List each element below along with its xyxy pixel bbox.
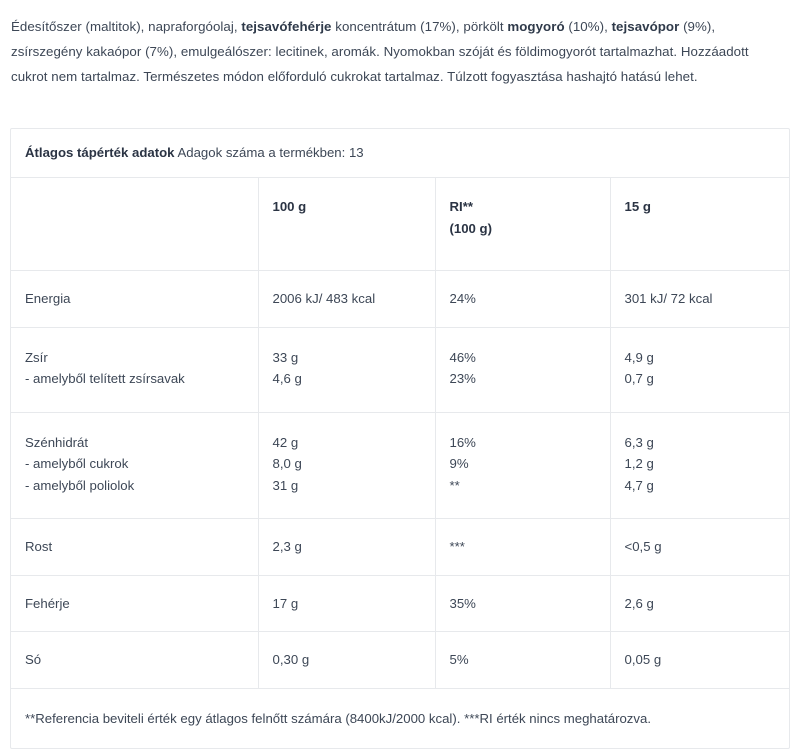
ingredient-allergen-3: mogyoró (507, 19, 565, 34)
value-per-serving: 2,6 g (624, 595, 654, 611)
nutrient-name: Rost (25, 539, 53, 554)
ingredient-allergen-5: tejsavópor (611, 19, 680, 34)
table-body (11, 271, 789, 749)
value-per-serving-cell (610, 412, 789, 519)
nutrition-table-card (10, 128, 790, 749)
nutrient-subname-2: - amelyből poliolok (25, 477, 135, 493)
value-per-serving-cell (610, 271, 789, 328)
value-per-100g: 17 g (272, 595, 299, 611)
value-ri: *** (449, 539, 465, 554)
nutrient-name: Energia (25, 291, 71, 306)
value-per-100g: 0,30 g (272, 652, 310, 667)
column-header-ri (435, 178, 610, 271)
value-per-100g: 2,3 g (272, 539, 302, 554)
table-row (11, 412, 789, 519)
ingredient-allergen-1: tejsavófehérje (241, 19, 332, 34)
nutrient-name: Só (25, 652, 42, 667)
value-ri-cell (435, 412, 610, 519)
value-per-100g-cell (258, 519, 435, 576)
value-per-serving: 6,3 g (624, 434, 654, 450)
reference-intake-footnote: **Referencia beviteli érték egy átlagos felnőtt számára (8400kJ/2000 kcal). ***RI érték nincs meghatározva. (11, 688, 789, 748)
value-ri: 5% (449, 652, 469, 667)
value-per-100g-sub: 4,6 g (272, 371, 302, 386)
value-per-100g: 33 g (272, 349, 299, 365)
value-per-100g-sub: 8,0 g (272, 456, 302, 471)
nutrient-subname: - amelyből cukrok (25, 456, 129, 471)
value-per-serving-cell (610, 575, 789, 632)
value-ri: 35% (449, 595, 476, 611)
nutrition-title-strong: Átlagos tápérték adatok (25, 145, 175, 160)
value-ri: 16% (449, 434, 476, 450)
value-per-100g-cell (258, 575, 435, 632)
value-ri-cell (435, 327, 610, 412)
value-per-100g-sub-2: 31 g (272, 477, 299, 493)
value-per-100g-cell (258, 412, 435, 519)
nutrient-name-cell (11, 412, 258, 519)
ingredient-text-6: (9%), zsírszegény kakaópor (7%), emulgeálószer: lecitinek, aromák. Nyomokban szóját és földimogyorót tartalmazhat. Hozzáadott cukrot nem tartalmaz. Természetes módon előforduló cukrokat tartalmaz. Túlzott fogyasztása hashajtó hatású lehet. (11, 19, 749, 84)
value-per-serving: <0,5 g (624, 539, 662, 554)
column-header-per-serving: 15 g (610, 178, 789, 271)
value-ri-sub: 23% (449, 371, 476, 386)
nutrient-name-cell (11, 519, 258, 576)
nutrient-name: Szénhidrát (25, 434, 89, 450)
value-ri-cell (435, 632, 610, 689)
nutrient-name-cell (11, 271, 258, 328)
value-per-serving-sub: 1,2 g (624, 456, 654, 471)
nutrient-name: Zsír (25, 349, 48, 365)
value-per-serving: 0,05 g (624, 652, 662, 667)
value-per-100g-cell (258, 271, 435, 328)
table-row (11, 575, 789, 632)
value-per-serving-sub-2: 4,7 g (624, 477, 654, 493)
nutrient-subname: - amelyből telített zsírsavak (25, 371, 185, 386)
value-per-serving: 301 kJ/ 72 kcal (624, 291, 713, 306)
ingredient-text-2: koncentrátum (17%), pörkölt (331, 19, 508, 34)
column-header-ri-label: RI** (449, 199, 473, 214)
value-ri-sub-2: ** (449, 477, 460, 493)
nutrition-table-title (11, 129, 789, 178)
column-header-ri-basis: (100 g) (449, 221, 493, 236)
value-per-100g: 42 g (272, 434, 299, 450)
nutrient-name-cell (11, 327, 258, 412)
nutrition-facts-table (11, 178, 789, 748)
table-head (11, 178, 789, 271)
nutrient-name: Fehérje (25, 595, 70, 611)
value-per-100g: 2006 kJ/ 483 kcal (272, 291, 376, 306)
value-ri-cell (435, 519, 610, 576)
column-header-per-100g: 100 g (258, 178, 435, 271)
ingredient-text-4: (10%), (564, 19, 612, 34)
nutrient-name-cell (11, 632, 258, 689)
value-per-serving-cell (610, 519, 789, 576)
value-per-serving-cell (610, 327, 789, 412)
value-ri-sub: 9% (449, 456, 469, 471)
ingredients-paragraph (0, 0, 800, 89)
column-header-nutrient (11, 178, 258, 271)
value-per-serving-cell (610, 632, 789, 689)
value-per-serving-sub: 0,7 g (624, 371, 654, 386)
table-row (11, 271, 789, 328)
value-ri: 46% (449, 349, 476, 365)
table-header-row (11, 178, 789, 271)
table-row (11, 632, 789, 689)
table-row (11, 519, 789, 576)
value-ri: 24% (449, 291, 476, 306)
nutrient-name-cell (11, 575, 258, 632)
value-ri-cell (435, 575, 610, 632)
table-row (11, 327, 789, 412)
value-per-100g-cell (258, 632, 435, 689)
value-per-100g-cell (258, 327, 435, 412)
servings-per-container: Adagok száma a termékben: 13 (177, 145, 364, 160)
table-footnote-row (11, 688, 789, 748)
value-ri-cell (435, 271, 610, 328)
ingredient-text-0: Édesítőszer (maltitok), napraforgóolaj, (11, 19, 242, 34)
value-per-serving: 4,9 g (624, 349, 654, 365)
